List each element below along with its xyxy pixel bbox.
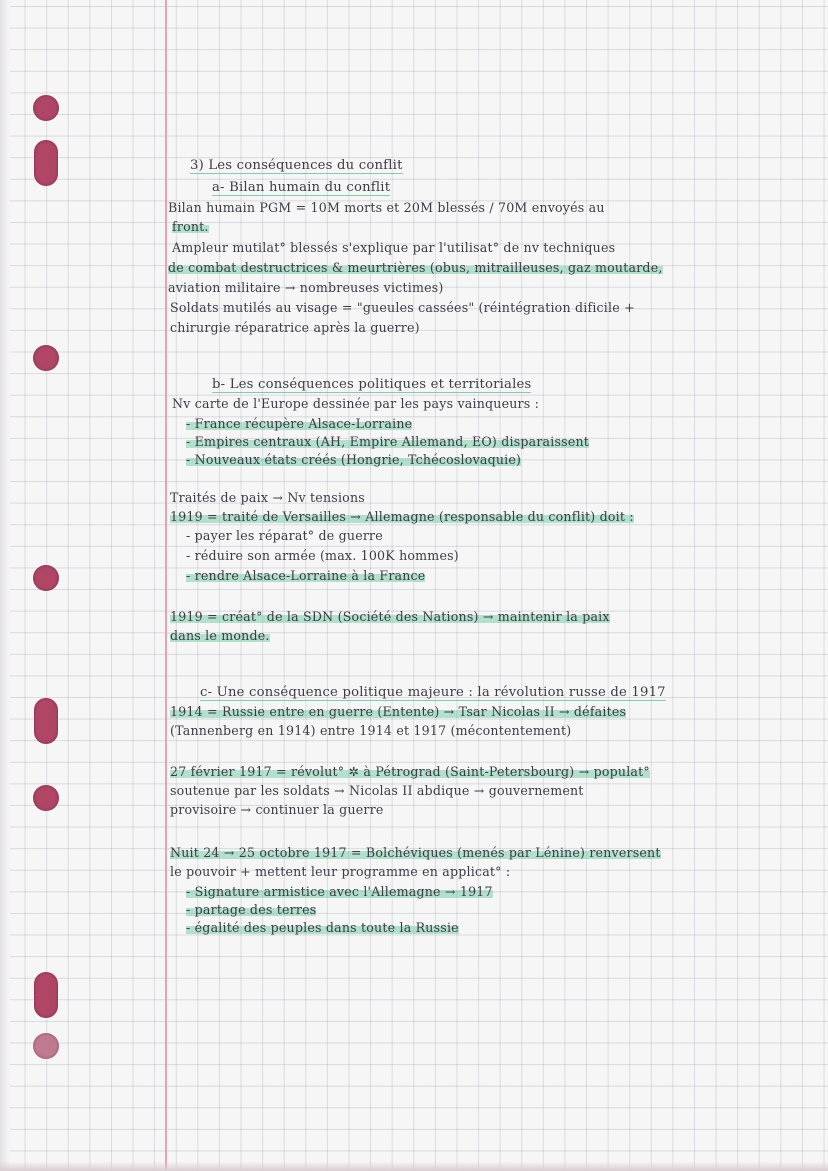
note-line <box>170 626 270 646</box>
note-line: Traités de paix → Nv tensions <box>170 490 365 505</box>
note-line <box>170 507 634 527</box>
list-item: - réduire son armée (max. 100K hommes) <box>186 548 459 563</box>
binder-hole <box>33 345 59 371</box>
note-line <box>168 258 663 278</box>
binder-hole <box>33 785 59 811</box>
note-line-text: 1919 = traité de Versailles → Allemagne (responsable du conflit) doit : <box>170 509 634 524</box>
note-line <box>170 843 661 863</box>
list-item-text: - Signature armistice avec l'Allemagne → 1917 <box>186 884 493 899</box>
list-item-text: - Nouveaux états créés (Hongrie, Tchécoslovaquie) <box>186 452 522 467</box>
note-line-text: front. <box>172 219 209 234</box>
note-line-text: 27 février 1917 = révolut° ✲ à Pétrograd (Saint-Petersbourg) → populat° <box>170 764 650 779</box>
page-left-edge <box>0 0 10 1171</box>
list-item <box>186 450 521 470</box>
list-item <box>186 414 412 434</box>
list-item <box>186 918 459 938</box>
note-line: chirurgie réparatrice après la guerre) <box>170 320 420 335</box>
note-line-text: dans le monde. <box>170 628 270 643</box>
note-line: aviation militaire → nombreuses victimes) <box>168 280 444 295</box>
list-item <box>186 566 425 586</box>
page-bottom-edge <box>0 1161 828 1171</box>
list-item-text: - Empires centraux (AH, Empire Allemand, EO) disparaissent <box>186 434 590 449</box>
note-line: le pouvoir + mettent leur programme en applicat° : <box>170 864 511 879</box>
note-line-text: 1919 = créat° de la SDN (Société des Nations) → maintenir la paix <box>170 609 610 624</box>
note-line: Ampleur mutilat° blessés s'explique par l'utilisat° de nv techniques <box>172 240 616 255</box>
list-item-text: - égalité des peuples dans toute la Russie <box>186 920 459 935</box>
list-item-text: - partage des terres <box>186 902 317 917</box>
subsection-a-heading-text: a- Bilan humain du conflit <box>212 180 391 195</box>
margin-line <box>165 0 167 1171</box>
subsection-b-heading <box>212 375 531 395</box>
note-line: Bilan humain PGM = 10M morts et 20M blessés / 70M envoyés au <box>168 200 605 215</box>
section-title-text: 3) Les conséquences du conflit <box>190 158 403 173</box>
note-line-text: 1914 = Russie entre en guerre (Entente) → Tsar Nicolas II → défaites <box>170 704 627 719</box>
list-item <box>186 432 589 452</box>
binder-hole <box>33 565 59 591</box>
list-item <box>186 882 493 902</box>
subsection-a-heading <box>212 178 390 198</box>
note-line: Nv carte de l'Europe dessinée par les pays vainqueurs : <box>172 396 540 411</box>
binder-hole <box>34 972 58 1018</box>
list-item: - payer les réparat° de guerre <box>186 528 383 543</box>
note-line: soutenue par les soldats → Nicolas II abdique → gouvernement <box>170 783 584 798</box>
subsection-c-heading <box>200 683 666 703</box>
section-title <box>190 156 403 176</box>
note-line: (Tannenberg en 1914) entre 1914 et 1917 (mécontentement) <box>170 723 572 738</box>
list-item <box>186 900 316 920</box>
binder-hole <box>33 95 59 121</box>
list-item-text: - France récupère Alsace-Lorraine <box>186 416 413 431</box>
note-line <box>170 762 650 782</box>
note-line-text: Nuit 24 → 25 octobre 1917 = Bolchéviques (menés par Lénine) renversent <box>170 845 661 860</box>
binder-hole <box>33 1033 59 1059</box>
list-item-text: - rendre Alsace-Lorraine à la France <box>186 568 426 583</box>
note-line: provisoire → continuer la guerre <box>170 802 384 817</box>
note-line: Soldats mutilés au visage = "gueules cassées" (réintégration dificile + <box>170 300 635 315</box>
note-line <box>170 607 610 627</box>
note-line <box>172 217 209 237</box>
note-line-text: de combat destructrices & meurtrières (obus, mitrailleuses, gaz moutarde, <box>168 260 663 275</box>
subsection-c-heading-text: c- Une conséquence politique majeure : la révolution russe de 1917 <box>200 685 666 700</box>
subsection-b-heading-text: b- Les conséquences politiques et territoriales <box>212 377 532 392</box>
binder-hole <box>34 698 58 744</box>
binder-hole <box>34 140 58 186</box>
note-line <box>170 702 626 722</box>
